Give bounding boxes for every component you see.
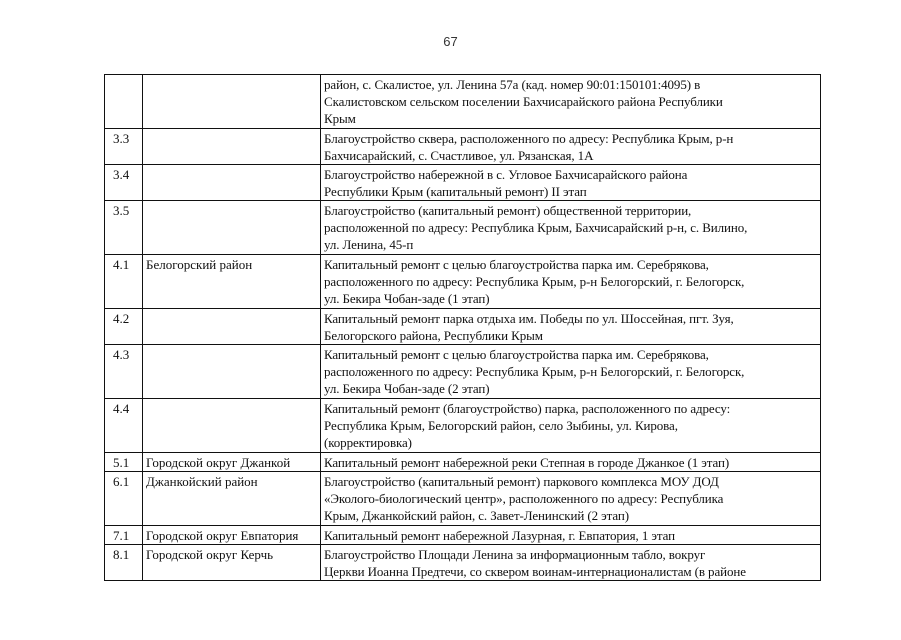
table-row xyxy=(105,309,821,345)
table-row xyxy=(105,453,821,472)
table-row xyxy=(105,472,821,526)
row-description: район, с. Скалистое, ул. Ленина 57а (кад. номер 90:01:150101:4095) в Скалистовском сельском поселении Бахчисарайского района Республики Крым xyxy=(321,75,821,129)
row-region xyxy=(143,399,321,453)
row-number: 4.1 xyxy=(105,255,143,309)
row-description: Благоустройство (капитальный ремонт) общественной территории, расположенной по адресу: Республика Крым, Бахчисарайский р-н, с. Вилино, ул. Ленина, 45-п xyxy=(321,201,821,255)
row-number: 5.1 xyxy=(105,453,143,472)
table-row xyxy=(105,255,821,309)
row-number: 3.5 xyxy=(105,201,143,255)
row-description: Благоустройство набережной в с. Угловое Бахчисарайского района Республики Крым (капитальный ремонт) II этап xyxy=(321,165,821,201)
row-description: Капитальный ремонт набережной Лазурная, г. Евпатория, 1 этап xyxy=(321,526,821,545)
row-description: Капитальный ремонт набережной реки Степная в городе Джанкое (1 этап) xyxy=(321,453,821,472)
row-region: Городской округ Керчь xyxy=(143,545,321,581)
table-row xyxy=(105,75,821,129)
table-row xyxy=(105,345,821,399)
row-number: 3.4 xyxy=(105,165,143,201)
row-region: Джанкойский район xyxy=(143,472,321,526)
table-row xyxy=(105,399,821,453)
row-region xyxy=(143,201,321,255)
row-number: 4.3 xyxy=(105,345,143,399)
row-description: Благоустройство Площади Ленина за информационным табло, вокруг Церкви Иоанна Предтечи, со сквером воинам-интернационалистам (в районе xyxy=(321,545,821,581)
row-region: Городской округ Евпатория xyxy=(143,526,321,545)
row-region xyxy=(143,165,321,201)
table-row xyxy=(105,526,821,545)
table-row xyxy=(105,165,821,201)
row-number: 7.1 xyxy=(105,526,143,545)
row-description: Капитальный ремонт с целью благоустройства парка им. Серебрякова, расположенного по адресу: Республика Крым, р-н Белогорский, г. Белогорск, ул. Бекира Чобан-заде (1 этап) xyxy=(321,255,821,309)
row-description: Капитальный ремонт с целью благоустройства парка им. Серебрякова, расположенного по адресу: Республика Крым, р-н Белогорский, г. Белогорск, ул. Бекира Чобан-заде (2 этап) xyxy=(321,345,821,399)
table-row xyxy=(105,201,821,255)
row-number: 3.3 xyxy=(105,129,143,165)
table-row xyxy=(105,129,821,165)
row-number xyxy=(105,75,143,129)
row-number: 4.2 xyxy=(105,309,143,345)
row-region xyxy=(143,309,321,345)
row-region xyxy=(143,75,321,129)
row-region xyxy=(143,129,321,165)
row-number: 6.1 xyxy=(105,472,143,526)
row-number: 8.1 xyxy=(105,545,143,581)
table-row xyxy=(105,545,821,581)
row-region xyxy=(143,345,321,399)
row-number: 4.4 xyxy=(105,399,143,453)
page-number: 67 xyxy=(443,34,458,49)
row-description: Благоустройство сквера, расположенного по адресу: Республика Крым, р-н Бахчисарайский, с. Счастливое, ул. Рязанская, 1А xyxy=(321,129,821,165)
objects-table xyxy=(104,74,821,581)
row-description: Благоустройство (капитальный ремонт) паркового комплекса МОУ ДОД «Эколого-биологический центр», расположенного по адресу: Республика Крым, Джанкойский район, с. Завет-Ленинский (2 этап) xyxy=(321,472,821,526)
row-region: Белогорский район xyxy=(143,255,321,309)
row-region: Городской округ Джанкой xyxy=(143,453,321,472)
row-description: Капитальный ремонт парка отдыха им. Победы по ул. Шоссейная, пгт. Зуя, Белогорского района, Республики Крым xyxy=(321,309,821,345)
row-description: Капитальный ремонт (благоустройство) парка, расположенного по адресу: Республика Крым, Белогорский район, село Зыбины, ул. Кирова, (корректировка) xyxy=(321,399,821,453)
